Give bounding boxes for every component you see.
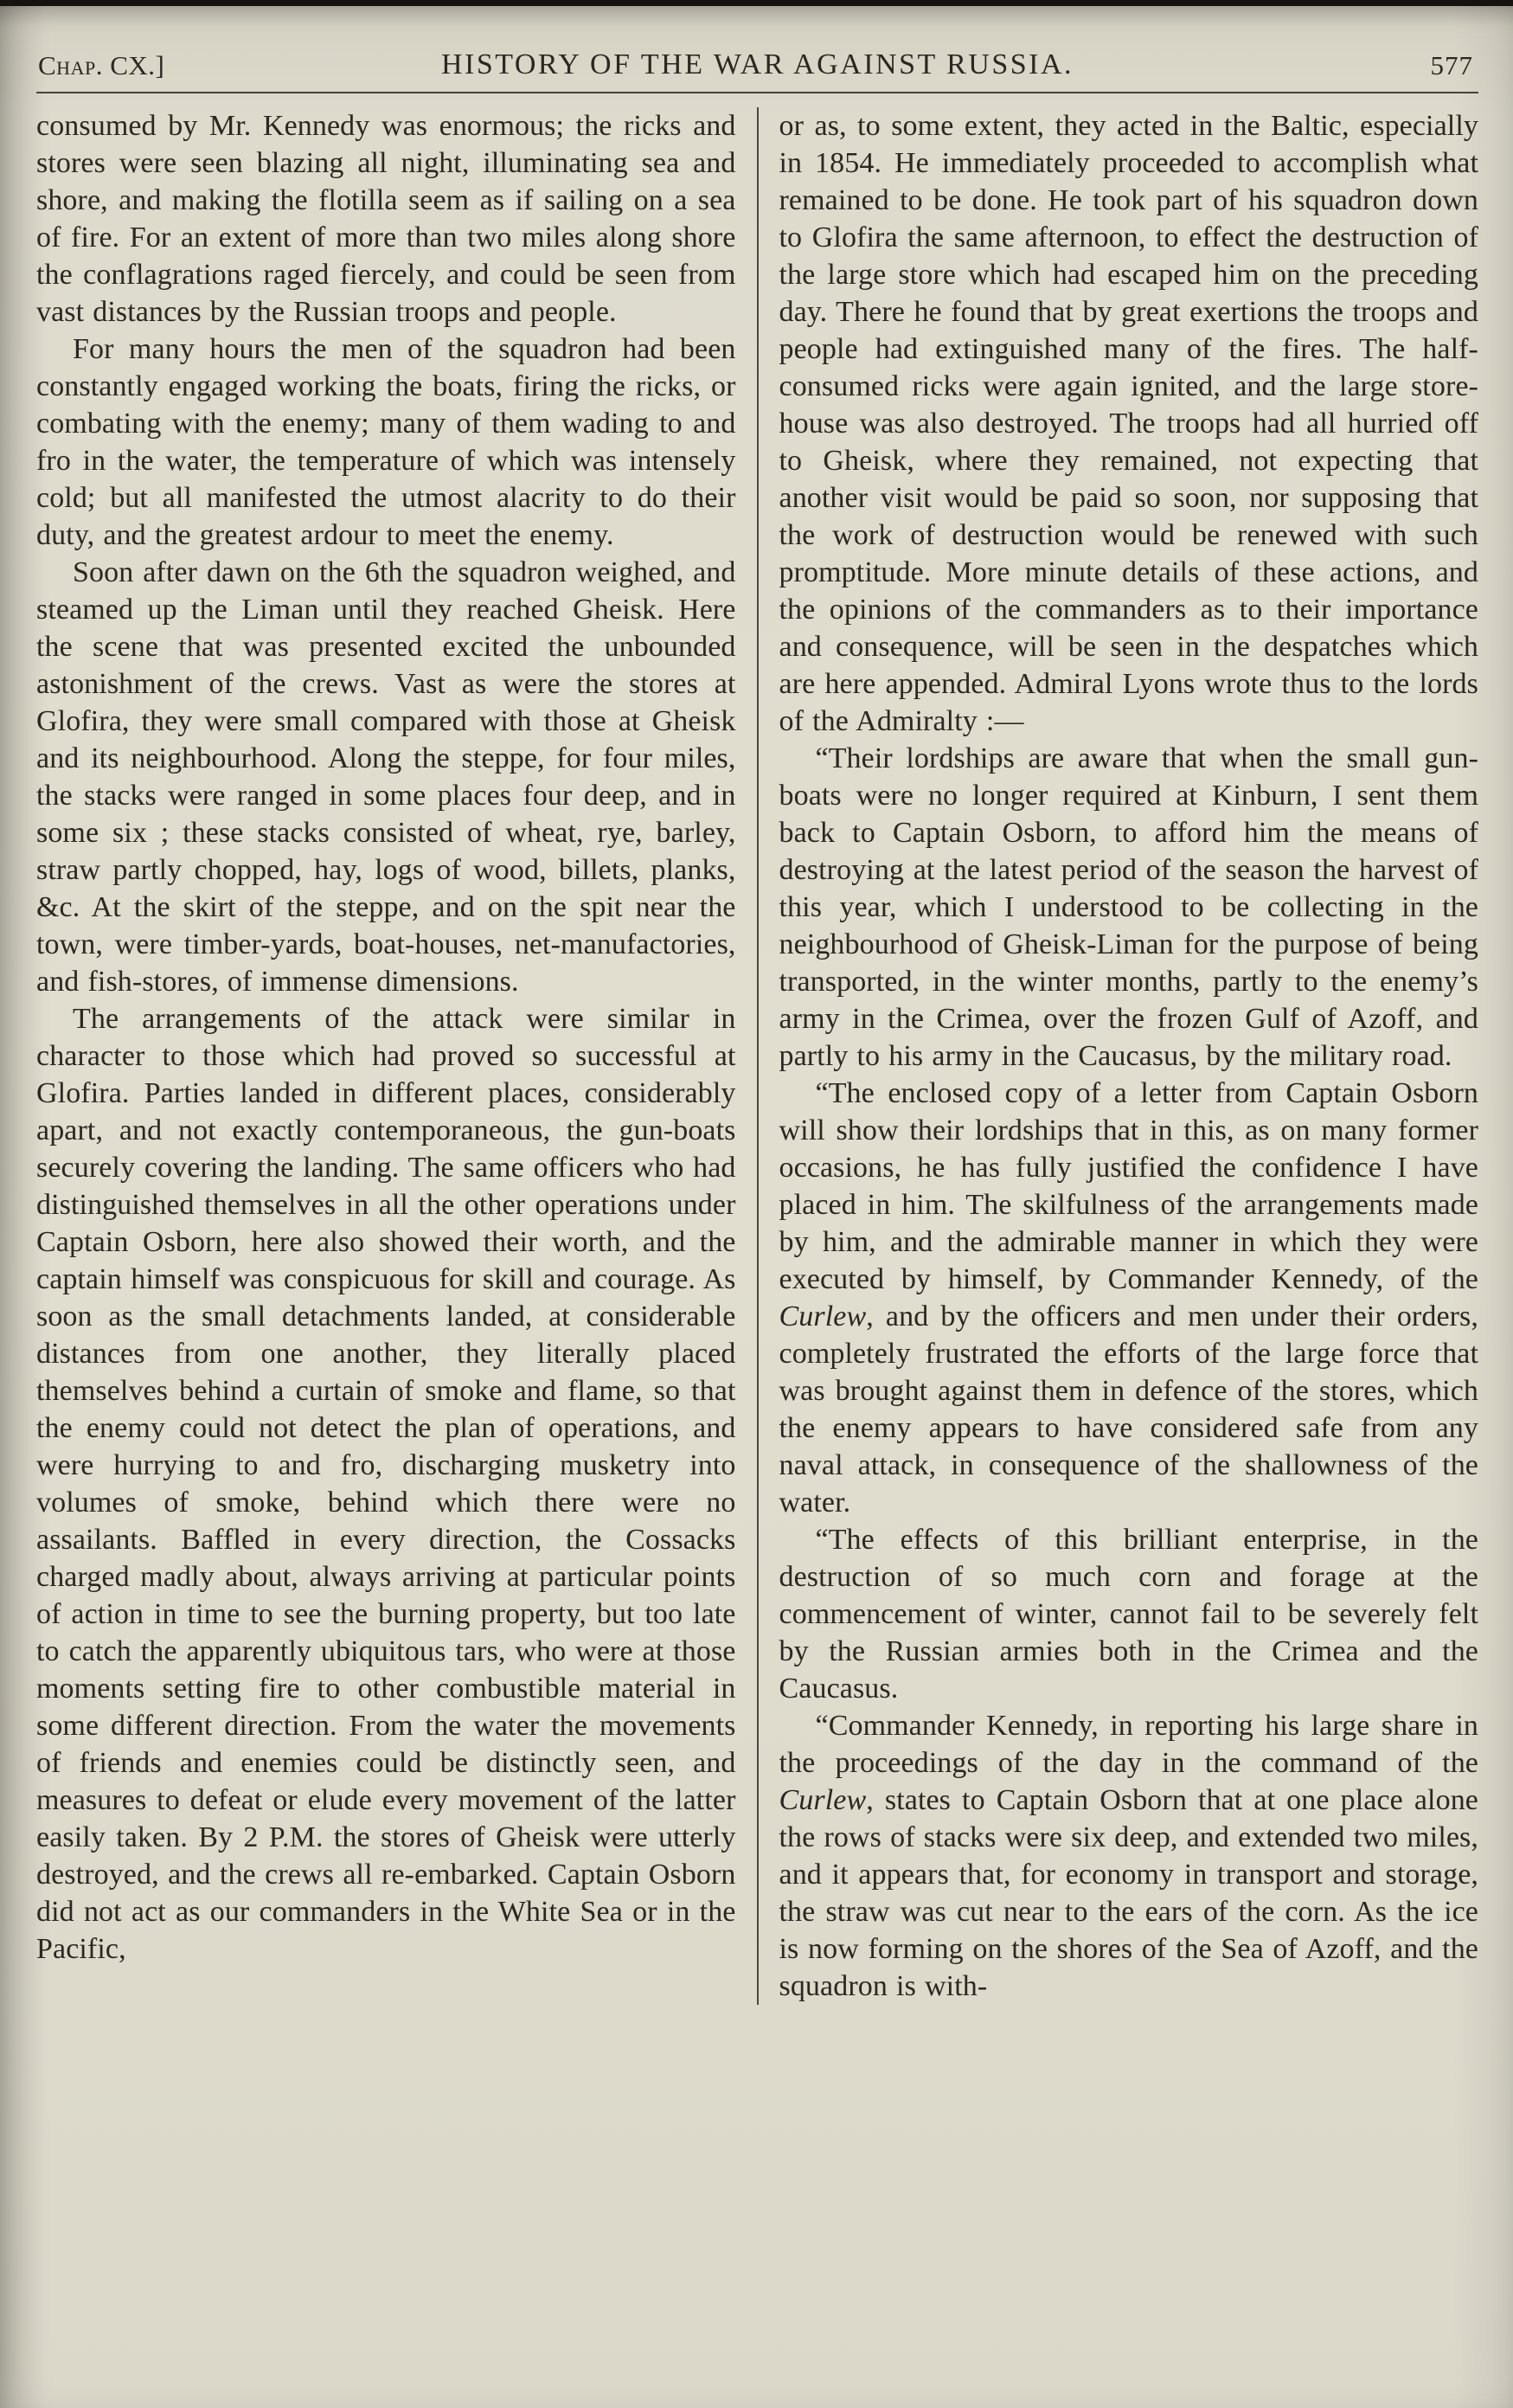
header-rule bbox=[36, 92, 1478, 93]
paragraph: consumed by Mr. Kennedy was enormous; the ricks and stores were seen blazing all night, illuminating sea and shore, and making the flotilla seem as if sailing on a sea of fire. For an extent of more than two miles along shore the conflagrations raged fiercely, and could be seen from vast distances by the Russian troops and people. bbox=[36, 110, 736, 328]
paragraph: or as, to some extent, they acted in the Baltic, especially in 1854. He immediately proceeded to accomplish what remained to be done. He took part of his squadron down to Glofira the same afternoon, to effect the destruction of the large store which had escaped him on the preceding day. There he found that by great exertions the troops and people had extinguished many of the fires. The half-consumed ricks were again ignited, and the large store-house was also destroyed. The troops had all hurried off to Gheisk, where they remained, not expecting that another visit would be paid so soon, nor supposing that the work of destruction would be renewed with such promptitude. More minute details of these actions, and the opinions of the commanders as to their importance and consequence, will be seen in the despatches which are here appended. Admiral Lyons wrote thus to the lords of the Admiralty :— bbox=[779, 110, 1478, 737]
page-header bbox=[36, 42, 1478, 81]
page-title: HISTORY OF THE WAR AGAINST RUSSIA. bbox=[440, 48, 1074, 80]
left-column bbox=[36, 107, 757, 2005]
paragraph: For many hours the men of the squadron had been constantly engaged working the boats, firing the ricks, or combating with the enemy; many of them wading to and fro in the water, the temperature of which was intensely cold; but all manifested the utmost alacrity to do their duty, and the greatest ardour to meet the enemy. bbox=[36, 333, 736, 551]
paragraph: “Their lordships are aware that when the small gun-boats were no longer required at Kinburn, I sent them back to Captain Osborn, to afford him the means of destroying at the latest period of the season the harvest of this year, which I understood to be collecting in the neighbourhood of Gheisk-Liman for the purpose of being transported, in the winter months, partly to the enemy’s army in the Crimea, over the frozen Gulf of Azoff, and partly to his army in the Caucasus, by the military road. bbox=[779, 742, 1478, 1072]
paragraph: “The enclosed copy of a letter from Captain Osborn will show their lordships that in this, as on many former occasions, he has fully justified the confidence I have placed in him. The skilfulness of the arrangements made by him, and the admirable manner in which they were executed by himself, by Commander Kennedy, of the Curlew, and by the officers and men under their orders, completely frustrated the efforts of the large force that was brought against them in defence of the stores, which the enemy appears to have considered safe from any naval attack, in consequence of the shallowness of the water. bbox=[779, 1077, 1478, 1519]
page-number: 577 bbox=[1430, 50, 1473, 80]
paragraph: Soon after dawn on the 6th the squadron weighed, and steamed up the Liman until they reached Gheisk. Here the scene that was presented excited the unbounded astonishment of the crews. Vast as were the stores at Glofira, they were small compared with those at Gheisk and its neighbourhood. Along the steppe, for four miles, the stacks were ranged in some places four deep, and in some six ; these stacks consisted of wheat, rye, barley, straw partly chopped, hay, logs of wood, billets, planks, &c. At the skirt of the steppe, and on the spit near the town, were timber-yards, boat-houses, net-manufactories, and fish-stores, of immense dimensions. bbox=[36, 556, 736, 998]
paragraph: “Commander Kennedy, in reporting his large share in the proceedings of the day in the command of the Curlew, states to Captain Osborn that at one place alone the rows of stacks were six deep, and extended two miles, and it appears that, for economy in transport and storage, the straw was cut near to the ears of the corn. As the ice is now forming on the shores of the Sea of Azoff, and the squadron is with- bbox=[779, 1710, 1478, 2002]
right-column bbox=[759, 107, 1479, 2005]
paragraph: “The effects of this brilliant enterprise, in the destruction of so much corn and forage at the commencement of winter, cannot fail to be severely felt by the Russian armies both in the Crimea and the Caucasus. bbox=[779, 1524, 1478, 1705]
text-columns bbox=[36, 107, 1478, 2005]
chapter-label: Chap. CX.] bbox=[38, 50, 165, 80]
paragraph: The arrangements of the attack were similar in character to those which had proved so successful at Glofira. Parties landed in different places, considerably apart, and not exactly contemporaneous, the gun-boats securely covering the landing. The same officers who had distinguished themselves in all the other operations under Captain Osborn, here also showed their worth, and the captain himself was conspicuous for skill and courage. As soon as the small detachments landed, at considerable distances from one another, they literally placed themselves behind a curtain of smoke and flame, so that the enemy could not detect the plan of operations, and were hurrying to and fro, discharging musketry into volumes of smoke, behind which there were no assailants. Baffled in every direction, the Cossacks charged madly about, always arriving at particular points of action in time to see the burning property, but too late to catch the apparently ubiquitous tars, who were at those moments setting fire to other combustible material in some different direction. From the water the movements of friends and enemies could be distinctly seen, and measures to defeat or elude every movement of the latter easily taken. By 2 P.M. the stores of Gheisk were utterly destroyed, and the crews all re-embarked. Captain Osborn did not act as our commanders in the White Sea or in the Pacific, bbox=[36, 1003, 736, 1965]
